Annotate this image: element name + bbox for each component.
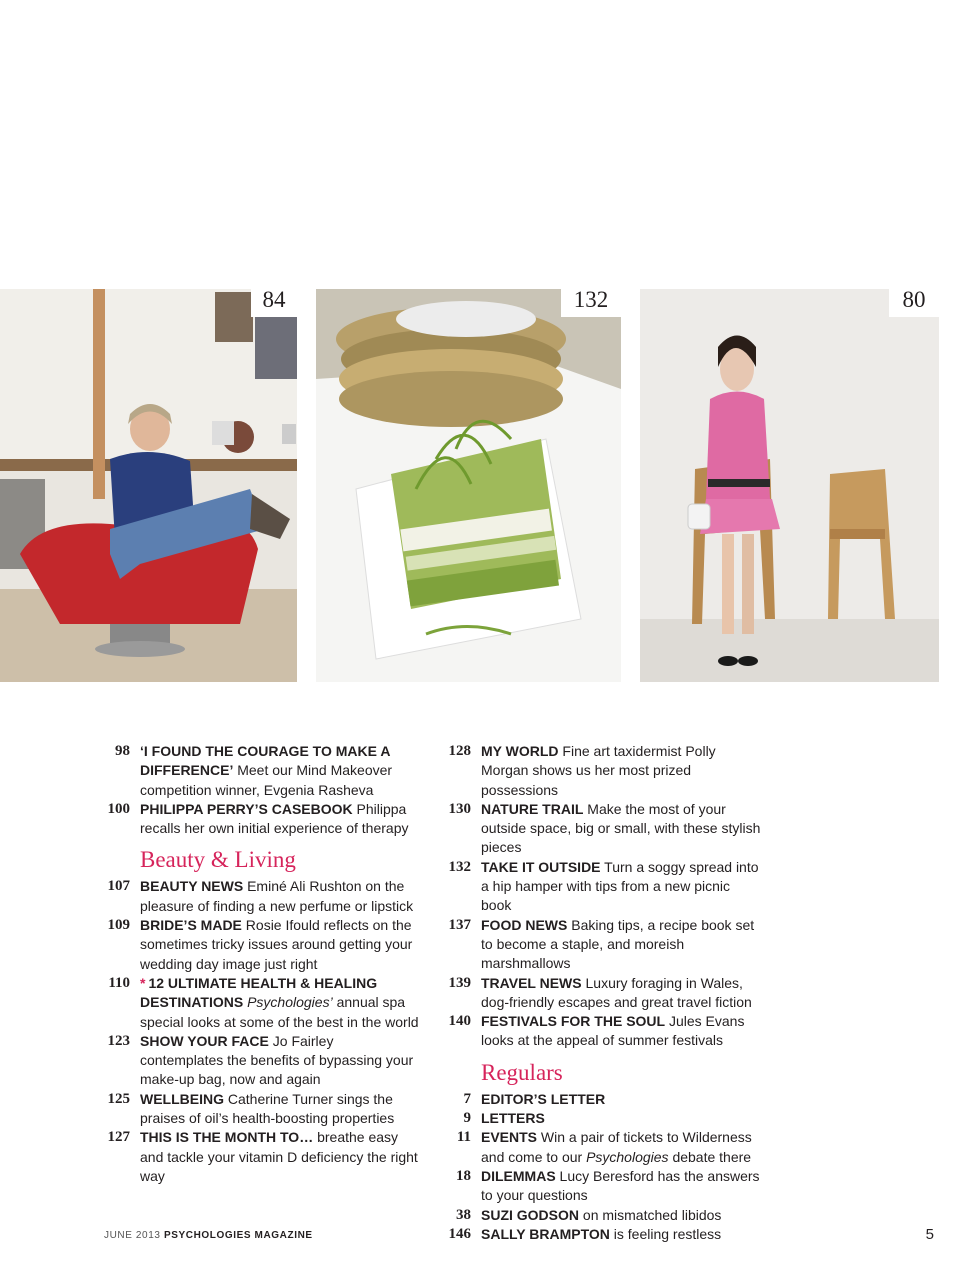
photo-woman-pink-dress <box>640 289 939 682</box>
toc-entry-heading: BEAUTY NEWS <box>140 878 244 895</box>
toc-entry-description: Eminé Ali Rushton on the pleasure of finding a new perfume or lipstick <box>140 878 414 914</box>
toc-entry-heading: 12 ULTIMATE HEALTH & HEALING DESTINATIONS <box>140 974 378 1011</box>
toc-entry-number: 140 <box>448 1013 471 1030</box>
toc-entry-description: Catherine Turner sings the praises of oil’s health-boosting properties <box>140 1090 395 1127</box>
toc-entry-description: annual spa special looks at some of the best in the world <box>140 994 419 1030</box>
toc-entry-heading: EVENTS <box>481 1129 538 1146</box>
toc-entry-heading: NATURE TRAIL <box>481 800 584 817</box>
toc-entry-number: 100 <box>107 800 130 817</box>
toc-entry-98[interactable] <box>94 742 420 800</box>
toc-entry-140[interactable] <box>435 1012 761 1051</box>
toc-entry-heading: DILEMMAS <box>481 1167 556 1184</box>
photo-woman-red-chair-image <box>0 289 297 682</box>
toc-entry-heading: WELLBEING <box>140 1090 224 1107</box>
toc-entry-number: 98 <box>115 743 130 759</box>
toc-entry-11[interactable] <box>435 1128 761 1167</box>
toc-entry-heading: THIS IS THE MONTH TO… <box>140 1129 314 1146</box>
toc-entry-123[interactable] <box>94 1032 420 1090</box>
footer-magazine-name: PSYCHOLOGIES MAGAZINE <box>163 1230 313 1241</box>
photo-woman-red-chair <box>0 289 297 682</box>
toc-entry-137[interactable] <box>435 916 761 974</box>
toc-entry-109[interactable] <box>94 916 420 974</box>
toc-entry-number: 18 <box>456 1167 471 1184</box>
page-tag-132[interactable]: 132 <box>561 289 621 317</box>
section-title-regulars: Regulars <box>481 1059 563 1085</box>
toc-entry-description: breathe easy and tackle your vitamin D deficiency the right way <box>140 1129 418 1184</box>
toc-entry-110[interactable] <box>94 974 420 1032</box>
toc-entry-heading: EDITOR’S LETTER <box>481 1090 606 1107</box>
toc-entry-heading: SHOW YOUR FACE <box>140 1032 269 1049</box>
toc-entry-18[interactable] <box>435 1167 761 1206</box>
toc-entry-38[interactable] <box>435 1206 761 1225</box>
toc-entry-number: 132 <box>448 858 471 875</box>
toc-entry-description-end: debate there <box>668 1148 752 1165</box>
toc-entry-description: is feeling restless <box>609 1225 722 1242</box>
footer-issue-info <box>104 1230 313 1241</box>
toc-entry-132[interactable] <box>435 858 761 916</box>
toc-entry-description: Jo Fairley contemplates the benefits of bypassing your make-up bag, now and again <box>140 1032 414 1088</box>
toc-entry-125[interactable] <box>94 1090 420 1129</box>
toc-entry-description: Baking tips, a recipe book set to become a staple, and moreish marshmallows <box>481 916 755 972</box>
toc-entry-description: Make the most of your outside space, big or small, with these stylish pieces <box>481 800 761 856</box>
toc-entry-number: 123 <box>107 1032 130 1049</box>
toc-entry-description: Fine art taxidermist Polly Morgan shows us her most prized possessions <box>481 743 716 798</box>
toc-entry-heading: TAKE IT OUTSIDE <box>481 858 601 875</box>
star-icon: * <box>140 974 146 991</box>
toc-entry-number: 139 <box>448 974 471 991</box>
page-tag-84[interactable]: 84 <box>251 289 297 317</box>
toc-entry-127[interactable] <box>94 1128 420 1186</box>
toc-entry-number: 127 <box>107 1129 130 1146</box>
photo-vegetable-terrine-image <box>316 289 621 682</box>
toc-entry-heading: LETTERS <box>481 1110 545 1127</box>
toc-right-column <box>435 742 761 1244</box>
toc-entry-7[interactable] <box>435 1090 761 1109</box>
toc-entry-heading: PHILIPPA PERRY’S CASEBOOK <box>140 800 353 817</box>
toc-left-column <box>94 742 420 1186</box>
toc-entry-number: 38 <box>456 1206 471 1223</box>
toc-entry-number: 146 <box>448 1225 471 1242</box>
toc-entry-heading: SUZI GODSON <box>481 1206 580 1223</box>
toc-entry-heading: SALLY BRAMPTON <box>481 1225 610 1242</box>
photo-vegetable-terrine <box>316 289 621 682</box>
toc-entry-number: 110 <box>108 974 130 991</box>
toc-entry-heading: MY WORLD <box>481 743 559 759</box>
toc-entry-heading: TRAVEL NEWS <box>481 974 582 991</box>
toc-entry-heading: ‘I FOUND THE COURAGE TO MAKE A DIFFERENCE’ <box>140 743 390 779</box>
toc-entry-description: Win a pair of tickets to Wilderness and come to our <box>481 1129 752 1165</box>
toc-entry-number: 128 <box>448 743 471 759</box>
footer-date: JUNE 2013 <box>104 1230 161 1241</box>
toc-entry-number: 11 <box>456 1129 471 1146</box>
toc-entry-9[interactable] <box>435 1109 761 1128</box>
toc-entry-description: Meet our Mind Makeover competition winner, Evgenia Rasheva <box>140 762 393 798</box>
toc-entry-100[interactable] <box>94 800 420 839</box>
toc-entry-number: 137 <box>448 916 471 933</box>
toc-entry-number: 130 <box>448 800 471 817</box>
photo-woman-pink-dress-image <box>640 289 939 682</box>
toc-entry-heading: FOOD NEWS <box>481 916 568 933</box>
toc-entry-description: on mismatched libidos <box>579 1206 722 1223</box>
page-tag-80[interactable]: 80 <box>889 289 939 317</box>
toc-entry-description: Rosie Ifould reflects on the sometimes tricky issues around getting your wedding day image just right <box>140 917 413 972</box>
toc-entry-italic: Psychologies’ <box>247 994 333 1011</box>
toc-entry-107[interactable] <box>94 877 420 916</box>
toc-entry-description: Lucy Beresford has the answers to your questions <box>481 1167 760 1204</box>
toc-entry-number: 107 <box>107 878 130 895</box>
toc-entry-128[interactable] <box>435 742 761 800</box>
toc-entry-description: Turn a soggy spread into a hip hamper with tips from a new picnic book <box>481 858 759 914</box>
toc-entry-heading: FESTIVALS FOR THE SOUL <box>481 1013 666 1030</box>
toc-entry-number: 7 <box>463 1090 471 1107</box>
toc-entry-description: Luxury foraging in Wales, dog-friendly escapes and great travel fiction <box>481 974 752 1010</box>
toc-entry-description: Jules Evans looks at the appeal of summer festivals <box>481 1013 745 1049</box>
page-number: 5 <box>925 1226 934 1243</box>
toc-entry-number: 125 <box>107 1090 130 1107</box>
section-title-beauty-living: Beauty & Living <box>140 847 296 873</box>
toc-entry-146[interactable] <box>435 1225 761 1244</box>
toc-entry-number: 109 <box>107 917 130 934</box>
toc-entry-heading: BRIDE’S MADE <box>140 917 242 934</box>
toc-entry-139[interactable] <box>435 974 761 1013</box>
toc-entry-italic: Psychologies <box>586 1148 669 1165</box>
toc-entry-130[interactable] <box>435 800 761 858</box>
toc-entry-number: 9 <box>463 1110 471 1127</box>
toc-entry-description: Philippa recalls her own initial experience of therapy <box>140 800 409 837</box>
